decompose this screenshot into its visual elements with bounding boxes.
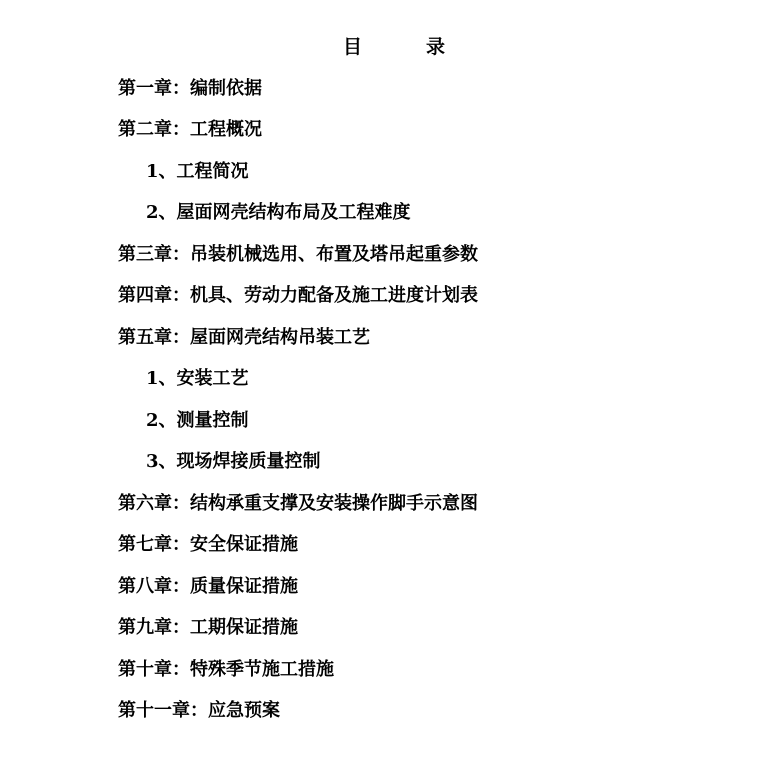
toc-entry-section-5-1 xyxy=(146,364,249,394)
toc-entry-chapter-6 xyxy=(118,489,478,519)
toc-entry-text: 第七章：安全保证措施 xyxy=(118,534,298,555)
toc-entry-section-2-1 xyxy=(146,157,249,187)
toc-entry-chapter-1 xyxy=(118,74,262,104)
toc-entry-text: 1、安装工艺 xyxy=(146,368,249,389)
toc-entry-section-5-2 xyxy=(146,406,249,436)
toc-entry-text: 第九章：工期保证措施 xyxy=(118,617,298,638)
toc-entry-section-2-2 xyxy=(146,198,411,228)
toc-entry-text: 1、工程简况 xyxy=(146,161,249,182)
toc-entry-chapter-7 xyxy=(118,530,298,560)
page-title xyxy=(0,32,780,62)
toc-entry-chapter-2 xyxy=(118,115,262,145)
toc-entry-text: 2、屋面网壳结构布局及工程难度 xyxy=(146,202,411,223)
toc-entry-chapter-4 xyxy=(118,281,478,311)
toc-entry-text: 第十章：特殊季节施工措施 xyxy=(118,659,334,680)
toc-entry-chapter-8 xyxy=(118,572,298,602)
toc-entry-chapter-3 xyxy=(118,240,478,270)
toc-entry-text: 第四章：机具、劳动力配备及施工进度计划表 xyxy=(118,285,478,306)
toc-entry-chapter-5 xyxy=(118,323,370,353)
toc-entry-text: 第五章：屋面网壳结构吊装工艺 xyxy=(118,327,370,348)
title-char-2: 录 xyxy=(426,36,446,58)
toc-entry-text: 第八章：质量保证措施 xyxy=(118,576,298,597)
toc-entry-text: 第六章：结构承重支撑及安装操作脚手示意图 xyxy=(118,493,478,514)
toc-entry-text: 2、测量控制 xyxy=(146,410,249,431)
title-char-1: 目 xyxy=(343,36,363,58)
toc-entry-chapter-11 xyxy=(118,696,280,726)
toc-entry-text: 3、现场焊接质量控制 xyxy=(146,451,321,472)
toc-entry-chapter-10 xyxy=(118,655,334,685)
toc-entry-section-5-3 xyxy=(146,447,321,477)
toc-entry-text: 第十一章：应急预案 xyxy=(118,700,280,721)
toc-entry-text: 第一章：编制依据 xyxy=(118,78,262,99)
toc-entry-chapter-9 xyxy=(118,613,298,643)
toc-entry-text: 第二章：工程概况 xyxy=(118,119,262,140)
toc-entry-text: 第三章：吊装机械选用、布置及塔吊起重参数 xyxy=(118,244,478,265)
